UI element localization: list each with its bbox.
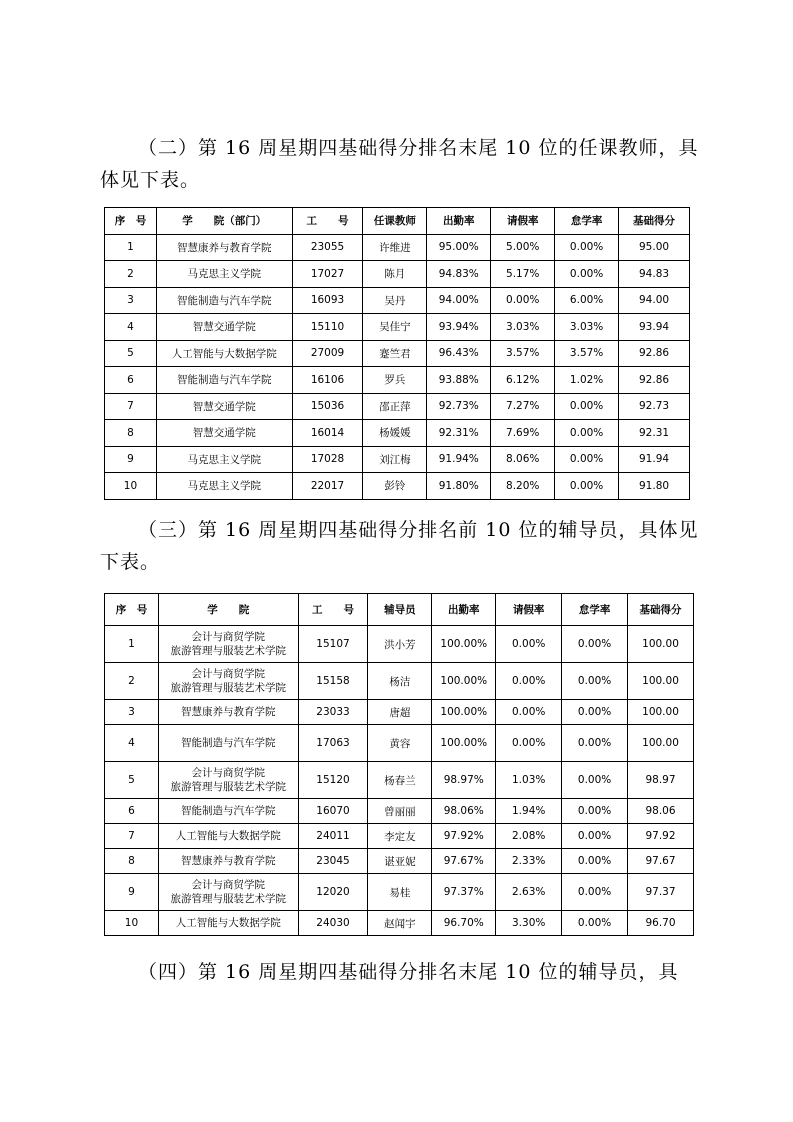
cell-college: 人工智能与大数据学院 <box>156 340 292 367</box>
college-line: 会计与商贸学院 <box>191 668 265 680</box>
header-leave: 请假率 <box>491 208 555 235</box>
cell-score: 94.83 <box>619 261 690 288</box>
cell-leave: 3.30% <box>496 911 562 936</box>
table-row <box>105 420 690 447</box>
cell-counselor: 杨春兰 <box>368 762 432 799</box>
cell-truancy: 0.00% <box>562 663 628 700</box>
cell-truancy: 0.00% <box>562 762 628 799</box>
cell-index: 10 <box>105 473 157 500</box>
table-row <box>105 700 694 725</box>
cell-index: 4 <box>105 314 157 341</box>
cell-college: 马克思主义学院 <box>156 473 292 500</box>
college-line: 人工智能与大数据学院 <box>175 830 281 842</box>
cell-staff-id: 15110 <box>292 314 363 341</box>
cell-score: 100.00 <box>628 725 694 762</box>
cell-truancy: 1.02% <box>555 367 619 394</box>
cell-leave: 8.06% <box>491 446 555 473</box>
cell-leave: 0.00% <box>491 287 555 314</box>
cell-college <box>158 700 298 725</box>
cell-counselor: 赵闻宇 <box>368 911 432 936</box>
cell-staff-id: 23033 <box>298 700 368 725</box>
cell-attendance: 97.92% <box>432 824 496 849</box>
college-line: 会计与商贸学院 <box>191 879 265 891</box>
cell-counselor: 唐超 <box>368 700 432 725</box>
cell-attendance: 95.00% <box>427 234 491 261</box>
cell-index: 3 <box>105 287 157 314</box>
college-line: 智慧康养与教育学院 <box>180 706 276 718</box>
header-counselor: 辅导员 <box>368 594 432 626</box>
cell-index: 6 <box>105 367 157 394</box>
cell-leave: 0.00% <box>496 725 562 762</box>
cell-leave: 0.00% <box>496 663 562 700</box>
cell-leave: 7.69% <box>491 420 555 447</box>
cell-college: 智慧交通学院 <box>156 420 292 447</box>
cell-teacher: 刘江梅 <box>363 446 427 473</box>
cell-score: 94.00 <box>619 287 690 314</box>
cell-truancy: 0.00% <box>555 393 619 420</box>
table-row <box>105 314 690 341</box>
cell-attendance: 91.94% <box>427 446 491 473</box>
cell-college: 智慧交通学院 <box>156 314 292 341</box>
cell-truancy: 0.00% <box>555 261 619 288</box>
cell-counselor: 杨洁 <box>368 663 432 700</box>
cell-index: 9 <box>105 874 159 911</box>
cell-college <box>158 874 298 911</box>
cell-truancy: 3.57% <box>555 340 619 367</box>
cell-teacher: 吴丹 <box>363 287 427 314</box>
cell-attendance: 97.37% <box>432 874 496 911</box>
cell-index: 2 <box>105 261 157 288</box>
cell-score: 100.00 <box>628 663 694 700</box>
college-line: 智能制造与汽车学院 <box>180 805 276 817</box>
cell-score: 92.86 <box>619 367 690 394</box>
college-line: 智慧康养与教育学院 <box>180 855 276 867</box>
cell-teacher: 罗兵 <box>363 367 427 394</box>
table-row <box>105 287 690 314</box>
cell-leave: 5.00% <box>491 234 555 261</box>
cell-college <box>158 626 298 663</box>
cell-staff-id: 24011 <box>298 824 368 849</box>
cell-counselor: 曾丽丽 <box>368 799 432 824</box>
header-attendance: 出勤率 <box>427 208 491 235</box>
cell-score: 97.67 <box>628 849 694 874</box>
cell-score: 100.00 <box>628 700 694 725</box>
cell-staff-id: 27009 <box>292 340 363 367</box>
college-line: 会计与商贸学院 <box>191 767 265 779</box>
college-line: 旅游管理与服装艺术学院 <box>170 645 286 657</box>
cell-truancy: 3.03% <box>555 314 619 341</box>
cell-truancy: 0.00% <box>555 446 619 473</box>
header-college: 学 院 <box>158 594 298 626</box>
cell-index: 5 <box>105 340 157 367</box>
cell-leave: 3.57% <box>491 340 555 367</box>
cell-attendance: 100.00% <box>432 663 496 700</box>
cell-index: 7 <box>105 393 157 420</box>
header-index: 序 号 <box>105 208 157 235</box>
cell-staff-id: 15158 <box>298 663 368 700</box>
cell-index: 10 <box>105 911 159 936</box>
cell-index: 8 <box>105 849 159 874</box>
cell-score: 97.92 <box>628 824 694 849</box>
cell-truancy: 0.00% <box>562 700 628 725</box>
cell-college <box>158 911 298 936</box>
table-row <box>105 340 690 367</box>
teacher-bottom10-table <box>104 207 690 500</box>
cell-attendance: 91.80% <box>427 473 491 500</box>
cell-leave: 6.12% <box>491 367 555 394</box>
cell-college: 智能制造与汽车学院 <box>156 367 292 394</box>
cell-teacher: 邵正萍 <box>363 393 427 420</box>
college-line: 旅游管理与服装艺术学院 <box>170 781 286 793</box>
cell-index: 1 <box>105 626 159 663</box>
cell-college <box>158 824 298 849</box>
table-header-row <box>105 594 694 626</box>
cell-teacher: 蹇竺君 <box>363 340 427 367</box>
cell-attendance: 92.73% <box>427 393 491 420</box>
cell-attendance: 100.00% <box>432 700 496 725</box>
counselor-top10-table <box>104 593 694 936</box>
cell-score: 100.00 <box>628 626 694 663</box>
table-row <box>105 824 694 849</box>
cell-leave: 8.20% <box>491 473 555 500</box>
cell-attendance: 100.00% <box>432 626 496 663</box>
cell-teacher: 吴佳宁 <box>363 314 427 341</box>
cell-college: 马克思主义学院 <box>156 261 292 288</box>
cell-staff-id: 17063 <box>298 725 368 762</box>
table-row <box>105 874 694 911</box>
cell-college: 智慧交通学院 <box>156 393 292 420</box>
cell-college: 智慧康养与教育学院 <box>156 234 292 261</box>
cell-score: 93.94 <box>619 314 690 341</box>
cell-counselor: 黄容 <box>368 725 432 762</box>
college-line: 智能制造与汽车学院 <box>180 737 276 749</box>
cell-college <box>158 799 298 824</box>
cell-attendance: 94.00% <box>427 287 491 314</box>
cell-score: 91.94 <box>619 446 690 473</box>
cell-leave: 0.00% <box>496 700 562 725</box>
cell-teacher: 许维进 <box>363 234 427 261</box>
cell-counselor: 谌亚妮 <box>368 849 432 874</box>
cell-index: 2 <box>105 663 159 700</box>
cell-attendance: 93.88% <box>427 367 491 394</box>
table-row <box>105 367 690 394</box>
cell-college <box>158 725 298 762</box>
header-college: 学 院（部门） <box>156 208 292 235</box>
table-row <box>105 725 694 762</box>
paragraph-section-3: （三）第 16 周星期四基础得分排名前 10 位的辅导员，具体见下表。 <box>100 519 699 573</box>
cell-teacher: 杨媛媛 <box>363 420 427 447</box>
cell-counselor: 易桂 <box>368 874 432 911</box>
cell-truancy: 0.00% <box>562 799 628 824</box>
cell-staff-id: 17028 <box>292 446 363 473</box>
cell-staff-id: 17027 <box>292 261 363 288</box>
cell-truancy: 6.00% <box>555 287 619 314</box>
cell-leave: 2.33% <box>496 849 562 874</box>
cell-score: 95.00 <box>619 234 690 261</box>
cell-college: 马克思主义学院 <box>156 446 292 473</box>
paragraph-section-4: （四）第 16 周星期四基础得分排名末尾 10 位的辅导员，具 <box>138 961 679 983</box>
college-line: 旅游管理与服装艺术学院 <box>170 682 286 694</box>
cell-staff-id: 15036 <box>292 393 363 420</box>
cell-teacher: 彭铃 <box>363 473 427 500</box>
cell-attendance: 98.97% <box>432 762 496 799</box>
table-row <box>105 234 690 261</box>
cell-score: 92.73 <box>619 393 690 420</box>
cell-attendance: 97.67% <box>432 849 496 874</box>
cell-leave: 7.27% <box>491 393 555 420</box>
cell-truancy: 0.00% <box>562 626 628 663</box>
cell-score: 92.31 <box>619 420 690 447</box>
cell-leave: 1.03% <box>496 762 562 799</box>
table-row <box>105 911 694 936</box>
table-row <box>105 393 690 420</box>
cell-truancy: 0.00% <box>555 234 619 261</box>
table-header-row <box>105 208 690 235</box>
cell-staff-id: 15107 <box>298 626 368 663</box>
cell-truancy: 0.00% <box>562 725 628 762</box>
header-leave: 请假率 <box>496 594 562 626</box>
college-line: 会计与商贸学院 <box>191 631 265 643</box>
table-row <box>105 446 690 473</box>
cell-attendance: 96.43% <box>427 340 491 367</box>
cell-attendance: 93.94% <box>427 314 491 341</box>
cell-score: 98.97 <box>628 762 694 799</box>
cell-truancy: 0.00% <box>555 473 619 500</box>
cell-leave: 5.17% <box>491 261 555 288</box>
cell-counselor: 洪小芳 <box>368 626 432 663</box>
table-row <box>105 849 694 874</box>
cell-staff-id: 23045 <box>298 849 368 874</box>
cell-attendance: 94.83% <box>427 261 491 288</box>
cell-staff-id: 12020 <box>298 874 368 911</box>
cell-index: 8 <box>105 420 157 447</box>
cell-truancy: 0.00% <box>562 874 628 911</box>
cell-truancy: 0.00% <box>562 824 628 849</box>
header-truancy: 怠学率 <box>562 594 628 626</box>
cell-college: 智能制造与汽车学院 <box>156 287 292 314</box>
cell-score: 96.70 <box>628 911 694 936</box>
cell-staff-id: 16014 <box>292 420 363 447</box>
cell-attendance: 96.70% <box>432 911 496 936</box>
cell-staff-id: 24030 <box>298 911 368 936</box>
cell-index: 3 <box>105 700 159 725</box>
cell-leave: 2.63% <box>496 874 562 911</box>
cell-attendance: 98.06% <box>432 799 496 824</box>
cell-college <box>158 762 298 799</box>
table-row <box>105 473 690 500</box>
cell-index: 1 <box>105 234 157 261</box>
cell-index: 4 <box>105 725 159 762</box>
cell-score: 98.06 <box>628 799 694 824</box>
cell-staff-id: 23055 <box>292 234 363 261</box>
header-staff-id: 工 号 <box>298 594 368 626</box>
cell-index: 5 <box>105 762 159 799</box>
cell-index: 6 <box>105 799 159 824</box>
table-row <box>105 261 690 288</box>
cell-staff-id: 16070 <box>298 799 368 824</box>
cell-truancy: 0.00% <box>562 849 628 874</box>
cell-leave: 0.00% <box>496 626 562 663</box>
header-index: 序 号 <box>105 594 159 626</box>
cell-teacher: 陈月 <box>363 261 427 288</box>
header-teacher: 任课教师 <box>363 208 427 235</box>
college-line: 旅游管理与服装艺术学院 <box>170 893 286 905</box>
header-staff-id: 工 号 <box>292 208 363 235</box>
cell-truancy: 0.00% <box>555 420 619 447</box>
table-row <box>105 663 694 700</box>
cell-attendance: 100.00% <box>432 725 496 762</box>
header-attendance: 出勤率 <box>432 594 496 626</box>
cell-college <box>158 849 298 874</box>
cell-score: 97.37 <box>628 874 694 911</box>
cell-index: 9 <box>105 446 157 473</box>
cell-score: 92.86 <box>619 340 690 367</box>
table-row <box>105 626 694 663</box>
cell-staff-id: 16093 <box>292 287 363 314</box>
college-line: 人工智能与大数据学院 <box>175 917 281 929</box>
cell-college <box>158 663 298 700</box>
cell-staff-id: 22017 <box>292 473 363 500</box>
cell-counselor: 李定友 <box>368 824 432 849</box>
cell-leave: 1.94% <box>496 799 562 824</box>
cell-staff-id: 16106 <box>292 367 363 394</box>
table-row <box>105 762 694 799</box>
paragraph-section-2: （二）第 16 周星期四基础得分排名末尾 10 位的任课教师，具体见下表。 <box>100 137 699 191</box>
cell-index: 7 <box>105 824 159 849</box>
header-truancy: 怠学率 <box>555 208 619 235</box>
cell-leave: 3.03% <box>491 314 555 341</box>
cell-leave: 2.08% <box>496 824 562 849</box>
table-row <box>105 799 694 824</box>
cell-attendance: 92.31% <box>427 420 491 447</box>
header-score: 基础得分 <box>619 208 690 235</box>
cell-score: 91.80 <box>619 473 690 500</box>
cell-staff-id: 15120 <box>298 762 368 799</box>
header-score: 基础得分 <box>628 594 694 626</box>
cell-truancy: 0.00% <box>562 911 628 936</box>
